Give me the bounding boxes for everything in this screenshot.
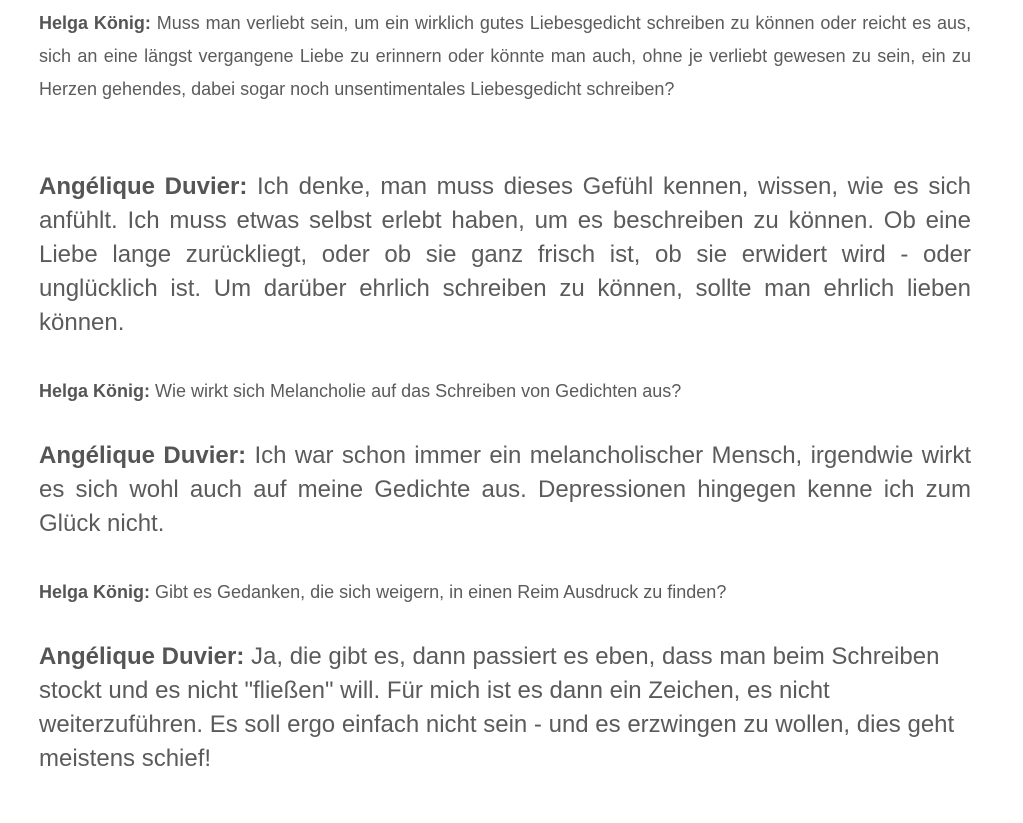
answer-paragraph — [39, 439, 971, 541]
speaker-name-interviewee: Angélique Duvier: — [39, 643, 245, 670]
answer-text: Ja, die gibt es, dann passiert es eben, dass man beim Schreiben stockt und es nicht "fließen" will. Für mich ist es dann ein Zeichen, es nicht weiterzuführen. Es soll ergo einfach nicht sein - und es erzwingen zu wollen, dies geht meistens schief! — [39, 643, 955, 772]
speaker-name-interviewer: Helga König: — [39, 582, 150, 602]
question-text: Wie wirkt sich Melancholie auf das Schreiben von Gedichten aus? — [150, 381, 682, 401]
question-paragraph — [39, 576, 971, 609]
speaker-name-interviewee: Angélique Duvier: — [39, 173, 248, 200]
speaker-name-interviewee: Angélique Duvier: — [39, 442, 247, 469]
question-paragraph — [39, 7, 971, 106]
answer-paragraph — [39, 170, 971, 340]
speaker-name-interviewer: Helga König: — [39, 381, 150, 401]
question-paragraph — [39, 375, 971, 408]
answer-text: Ich denke, man muss dieses Gefühl kennen, wissen, wie es sich anfühlt. Ich muss etwas selbst erlebt haben, um es beschreiben zu können. Ob eine Liebe lange zurückliegt, oder ob sie ganz frisch ist, ob sie erwidert wird - oder unglücklich ist. Um darüber ehrlich schreiben zu können, sollte man ehrlich lieben können. — [39, 173, 971, 336]
answer-text: Ich war schon immer ein melancholischer Mensch, irgendwie wirkt es sich wohl auch auf meine Gedichte aus. Depressionen hingegen kenne ich zum Glück nicht. — [39, 442, 972, 537]
question-text: Muss man verliebt sein, um ein wirklich gutes Liebesgedicht schreiben zu können oder reicht es aus, sich an eine längst vergangene Liebe zu erinnern oder könnte man auch, ohne je verliebt gewesen zu sein, ein zu Herzen gehendes, dabei sogar noch unsentimentales Liebesgedicht schreiben? — [39, 13, 971, 99]
speaker-name-interviewer: Helga König: — [39, 13, 151, 33]
answer-paragraph — [39, 640, 971, 776]
question-text: Gibt es Gedanken, die sich weigern, in einen Reim Ausdruck zu finden? — [150, 582, 727, 602]
